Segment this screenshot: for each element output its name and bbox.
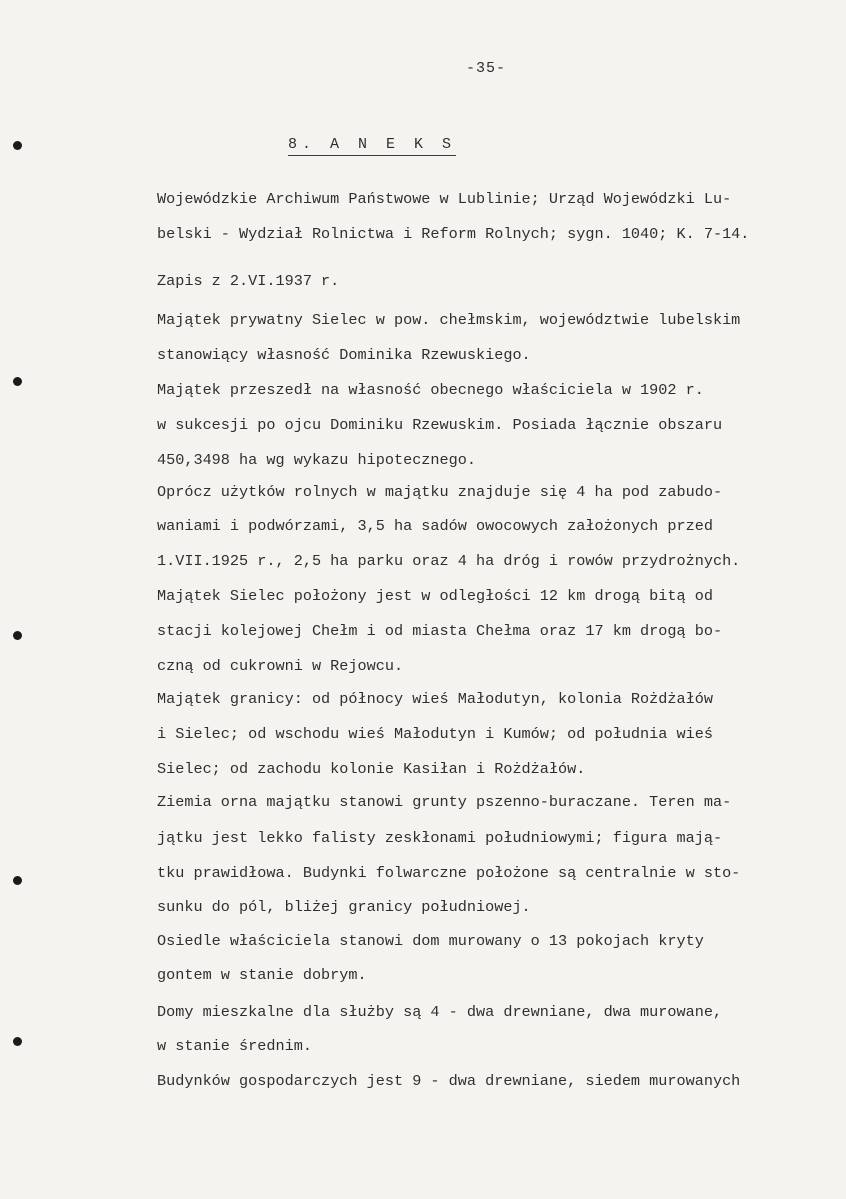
punch-hole-3	[13, 631, 22, 640]
text-line-19: jątku jest lekko falisty zeskłonami południowymi; figura mają-	[157, 829, 723, 847]
text-line-13: stacji kolejowej Chełm i od miasta Chełma oraz 17 km drogą bo-	[157, 622, 723, 640]
text-line-9: Oprócz użytków rolnych w majątku znajduje się 4 ha pod zabudo-	[157, 483, 723, 501]
text-line-3: Zapis z 2.VI.1937 r.	[157, 272, 340, 290]
text-line-17: Sielec; od zachodu kolonie Kasiłan i Rożdżałów.	[157, 760, 586, 778]
punch-hole-2	[13, 377, 22, 386]
text-line-14: czną od cukrowni w Rejowcu.	[157, 657, 404, 675]
punch-hole-5	[13, 1037, 22, 1046]
text-line-10: waniami i podwórzami, 3,5 ha sadów owocowych założonych przed	[157, 517, 713, 535]
text-line-7: w sukcesji po ojcu Dominiku Rzewuskim. Posiada łącznie obszaru	[157, 416, 723, 434]
text-line-16: i Sielec; od wschodu wieś Małodutyn i Kumów; od południa wieś	[157, 725, 713, 743]
page-number: -35-	[466, 60, 507, 77]
text-line-22: Osiedle właściciela stanowi dom murowany o 13 pokojach kryty	[157, 932, 704, 950]
text-line-23: gontem w stanie dobrym.	[157, 966, 367, 984]
text-line-15: Majątek granicy: od północy wieś Małodutyn, kolonia Rożdżałów	[157, 690, 713, 708]
section-heading: 8. A N E K S	[288, 136, 456, 156]
text-line-11: 1.VII.1925 r., 2,5 ha parku oraz 4 ha dróg i rowów przydrożnych.	[157, 552, 741, 570]
text-line-2: belski - Wydział Rolnictwa i Reform Rolnych; sygn. 1040; K. 7-14.	[157, 225, 750, 243]
text-line-1: Wojewódzkie Archiwum Państwowe w Lublinie; Urząd Wojewódzki Lu-	[157, 190, 732, 208]
text-line-21: sunku do pól, bliżej granicy południowej.	[157, 898, 531, 916]
text-line-5: stanowiący własność Dominika Rzewuskiego.	[157, 346, 531, 364]
punch-hole-1	[13, 141, 22, 150]
text-line-12: Majątek Sielec położony jest w odległości 12 km drogą bitą od	[157, 587, 713, 605]
punch-hole-4	[13, 876, 22, 885]
text-line-8: 450,3498 ha wg wykazu hipotecznego.	[157, 451, 476, 469]
text-line-18: Ziemia orna majątku stanowi grunty pszenno-buraczane. Teren ma-	[157, 793, 732, 811]
text-line-24: Domy mieszkalne dla służby są 4 - dwa drewniane, dwa murowane,	[157, 1003, 723, 1021]
text-line-4: Majątek prywatny Sielec w pow. chełmskim, województwie lubelskim	[157, 311, 741, 329]
text-line-6: Majątek przeszedł na własność obecnego właściciela w 1902 r.	[157, 381, 704, 399]
text-line-25: w stanie średnim.	[157, 1037, 312, 1055]
text-line-26: Budynków gospodarczych jest 9 - dwa drewniane, siedem murowanych	[157, 1072, 741, 1090]
text-line-20: tku prawidłowa. Budynki folwarczne położone są centralnie w sto-	[157, 864, 741, 882]
